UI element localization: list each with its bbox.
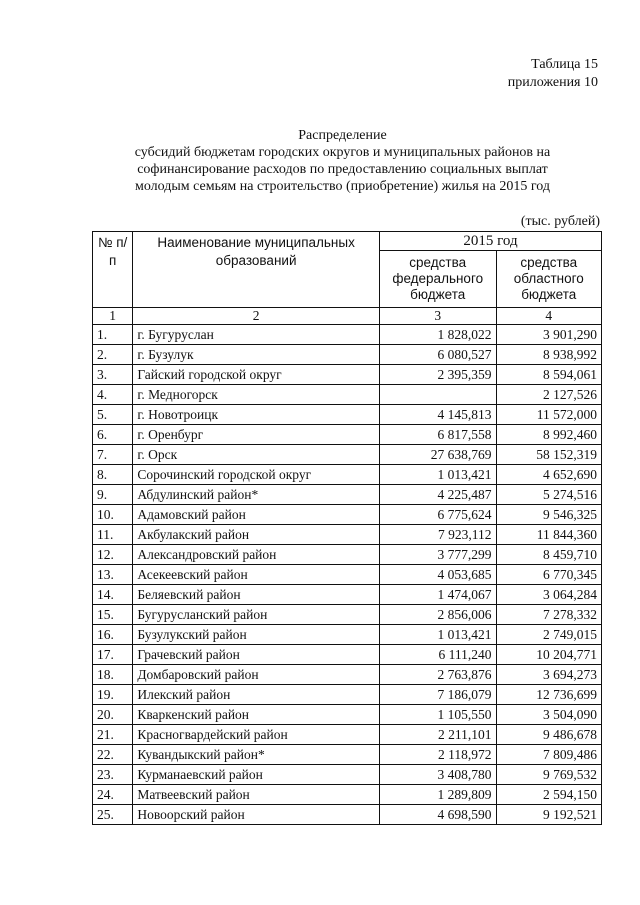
municipality-name: Красногвардейский район: [133, 725, 380, 745]
federal-amount: 1 289,809: [379, 785, 496, 805]
regional-amount: 11 844,360: [496, 525, 602, 545]
row-number: 16.: [93, 625, 133, 645]
row-number: 13.: [93, 565, 133, 585]
table-row: [93, 705, 602, 725]
regional-amount: 3 901,290: [496, 325, 602, 345]
regional-amount: 9 769,532: [496, 765, 602, 785]
federal-amount: 7 186,079: [379, 685, 496, 705]
federal-amount: 2 856,006: [379, 605, 496, 625]
table-row: [93, 325, 602, 345]
table-row: [93, 765, 602, 785]
regional-amount: 3 694,273: [496, 665, 602, 685]
municipality-name: Домбаровский район: [133, 665, 380, 685]
municipality-name: Кувандыкский район*: [133, 745, 380, 765]
table-row: [93, 785, 602, 805]
regional-amount: 2 127,526: [496, 385, 602, 405]
municipality-name: Бузулукский район: [133, 625, 380, 645]
federal-amount: 1 013,421: [379, 625, 496, 645]
federal-amount: 1 013,421: [379, 465, 496, 485]
federal-amount: 1 105,550: [379, 705, 496, 725]
row-number: 24.: [93, 785, 133, 805]
table-row: [93, 645, 602, 665]
municipality-name: Курманаевский район: [133, 765, 380, 785]
federal-amount: 3 777,299: [379, 545, 496, 565]
regional-amount: 2 749,015: [496, 625, 602, 645]
header-federal: средства федерального бюджета: [379, 251, 496, 308]
municipality-name: Бугурусланский район: [133, 605, 380, 625]
table-row: [93, 345, 602, 365]
municipality-name: Грачевский район: [133, 645, 380, 665]
regional-amount: 6 770,345: [496, 565, 602, 585]
table-row: [93, 805, 602, 825]
municipality-name: Илекский район: [133, 685, 380, 705]
table-row: [93, 725, 602, 745]
subsidy-table: [92, 231, 602, 825]
row-number: 15.: [93, 605, 133, 625]
municipality-name: Александровский район: [133, 545, 380, 565]
row-number: 20.: [93, 705, 133, 725]
municipality-name: Кваркенский район: [133, 705, 380, 725]
table-row: [93, 665, 602, 685]
federal-amount: 2 211,101: [379, 725, 496, 745]
column-number-4: 4: [496, 308, 602, 325]
table-row: [93, 405, 602, 425]
row-number: 7.: [93, 445, 133, 465]
table-reference: [508, 56, 598, 92]
federal-amount: 4 225,487: [379, 485, 496, 505]
row-number: 5.: [93, 405, 133, 425]
table-row: [93, 525, 602, 545]
federal-amount: 4 698,590: [379, 805, 496, 825]
municipality-name: Абдулинский район*: [133, 485, 380, 505]
municipality-name: Беляевский район: [133, 585, 380, 605]
municipality-name: Новоорский район: [133, 805, 380, 825]
row-number: 23.: [93, 765, 133, 785]
regional-amount: 8 594,061: [496, 365, 602, 385]
header-regional: средства областного бюджета: [496, 251, 602, 308]
municipality-name: г. Оренбург: [133, 425, 380, 445]
row-number: 21.: [93, 725, 133, 745]
row-number: 9.: [93, 485, 133, 505]
regional-amount: 9 546,325: [496, 505, 602, 525]
column-number-3: 3: [379, 308, 496, 325]
table-row: [93, 625, 602, 645]
regional-amount: 4 652,690: [496, 465, 602, 485]
federal-amount: 2 763,876: [379, 665, 496, 685]
regional-amount: 58 152,319: [496, 445, 602, 465]
municipality-name: г. Бугуруслан: [133, 325, 380, 345]
federal-amount: 4 053,685: [379, 565, 496, 585]
federal-amount: 4 145,813: [379, 405, 496, 425]
federal-amount: 6 111,240: [379, 645, 496, 665]
row-number: 3.: [93, 365, 133, 385]
regional-amount: 7 278,332: [496, 605, 602, 625]
row-number: 22.: [93, 745, 133, 765]
document-title: [60, 127, 625, 195]
table-row: [93, 385, 602, 405]
regional-amount: 9 192,521: [496, 805, 602, 825]
header-number: № п/п: [93, 232, 133, 308]
municipality-name: Адамовский район: [133, 505, 380, 525]
municipality-name: Матвеевский район: [133, 785, 380, 805]
municipality-name: г. Новотроицк: [133, 405, 380, 425]
column-number-2: 2: [133, 308, 380, 325]
row-number: 11.: [93, 525, 133, 545]
municipality-name: Акбулакский район: [133, 525, 380, 545]
row-number: 12.: [93, 545, 133, 565]
municipality-name: Асекеевский район: [133, 565, 380, 585]
title-line-4: молодым семьям на строительство (приобретение) жилья на 2015 год: [134, 179, 550, 194]
table-row: [93, 365, 602, 385]
title-line-3: софинансирование расходов по предоставлению социальных выплат: [137, 162, 548, 177]
federal-amount: 2 395,359: [379, 365, 496, 385]
regional-amount: 5 274,516: [496, 485, 602, 505]
municipality-name: г. Медногорск: [133, 385, 380, 405]
row-number: 8.: [93, 465, 133, 485]
federal-amount: 1 474,067: [379, 585, 496, 605]
row-number: 17.: [93, 645, 133, 665]
regional-amount: 10 204,771: [496, 645, 602, 665]
appendix-number: приложения 10: [507, 75, 598, 90]
column-number-1: 1: [93, 308, 133, 325]
regional-amount: 8 992,460: [496, 425, 602, 445]
row-number: 2.: [93, 345, 133, 365]
title-line-1: Распределение: [298, 128, 387, 143]
row-number: 1.: [93, 325, 133, 345]
regional-amount: 8 459,710: [496, 545, 602, 565]
table-row: [93, 565, 602, 585]
units-label: (тыс. рублей): [520, 214, 600, 229]
table-row: [93, 545, 602, 565]
table-row: [93, 685, 602, 705]
row-number: 14.: [93, 585, 133, 605]
federal-amount: 6 775,624: [379, 505, 496, 525]
federal-amount: 6 080,527: [379, 345, 496, 365]
table-body: [93, 325, 602, 825]
federal-amount: 7 923,112: [379, 525, 496, 545]
municipality-name: Сорочинский городской округ: [133, 465, 380, 485]
municipality-name: Гайский городской округ: [133, 365, 380, 385]
header-name: Наименование муниципальных образований: [133, 232, 380, 308]
table-row: [93, 425, 602, 445]
header-year: 2015 год: [379, 232, 601, 251]
federal-amount: 2 118,972: [379, 745, 496, 765]
federal-amount: [379, 385, 496, 405]
regional-amount: 11 572,000: [496, 405, 602, 425]
regional-amount: 2 594,150: [496, 785, 602, 805]
regional-amount: 8 938,992: [496, 345, 602, 365]
table-row: [93, 585, 602, 605]
title-line-2: субсидий бюджетам городских округов и муниципальных районов на: [134, 145, 551, 160]
table-row: [93, 485, 602, 505]
table-row: [93, 465, 602, 485]
federal-amount: 27 638,769: [379, 445, 496, 465]
table-number: Таблица 15: [531, 57, 598, 72]
regional-amount: 3 504,090: [496, 705, 602, 725]
table-row: [93, 605, 602, 625]
row-number: 25.: [93, 805, 133, 825]
row-number: 4.: [93, 385, 133, 405]
municipality-name: г. Бузулук: [133, 345, 380, 365]
row-number: 18.: [93, 665, 133, 685]
row-number: 19.: [93, 685, 133, 705]
municipality-name: г. Орск: [133, 445, 380, 465]
regional-amount: 7 809,486: [496, 745, 602, 765]
regional-amount: 12 736,699: [496, 685, 602, 705]
federal-amount: 3 408,780: [379, 765, 496, 785]
table-row: [93, 745, 602, 765]
federal-amount: 1 828,022: [379, 325, 496, 345]
regional-amount: 3 064,284: [496, 585, 602, 605]
table-row: [93, 505, 602, 525]
row-number: 10.: [93, 505, 133, 525]
federal-amount: 6 817,558: [379, 425, 496, 445]
regional-amount: 9 486,678: [496, 725, 602, 745]
table-row: [93, 445, 602, 465]
row-number: 6.: [93, 425, 133, 445]
